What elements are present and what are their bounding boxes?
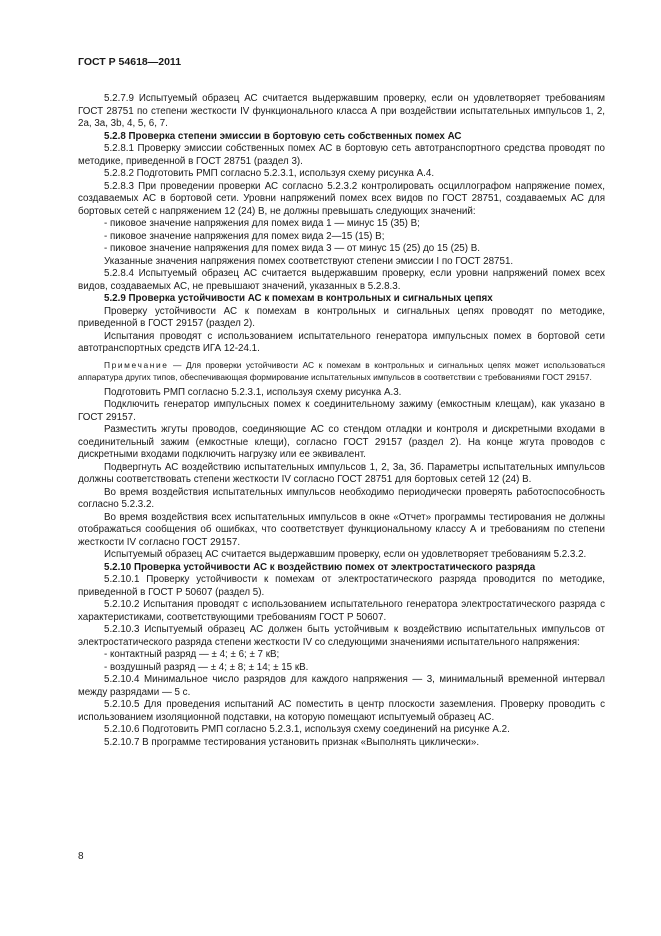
clause-5-2-8-3: 5.2.8.3 При проведении проверки АС согласно 5.2.3.2 контролировать осциллографом напряжение помех, создаваемых АС в бортовой сети. Уровни напряжений помех всех видов по ГОСТ 28751, создаваемых АС для бортовых сетей с напряжением 12 (24) В, не должны превышать следующих значений: bbox=[78, 180, 605, 217]
paragraph: Проверку устойчивости АС к помехам в контрольных и сигнальных цепях проводят по методике, приведенной в ГОСТ 29157 (раздел 2). bbox=[78, 305, 605, 329]
clause-5-2-10-7: 5.2.10.7 В программе тестирования установить признак «Выполнять циклически». bbox=[104, 736, 480, 748]
clause-5-2-10-4: 5.2.10.4 Минимальное число разрядов для каждого напряжения — 3, минимальный временной интервал между разрядами — 5 с. bbox=[78, 674, 605, 698]
list-item: - воздушный разряд — ± 4; ± 8; ± 14; ± 15 кВ. bbox=[104, 661, 309, 673]
page-body bbox=[78, 93, 605, 749]
section-heading-5-2-8: 5.2.8 Проверка степени эмиссии в бортовую сеть собственных помех АС bbox=[104, 130, 462, 142]
list-item: - пиковое значение напряжения для помех вида 3 — от минус 15 (25) до 15 (25) В. bbox=[104, 243, 480, 254]
clause-5-2-10-6: 5.2.10.6 Подготовить РМП согласно 5.2.3.1, используя схему соединений на рисунке А.2. bbox=[104, 724, 510, 735]
paragraph: Разместить жгуты проводов, соединяющие АС со стендом отладки и контроля и дискретными входами в соединительный зажим (емкостные клещи), согласно ГОСТ 29157 (раздел 2). На конце жгута проводов с дискретными входами подключить нагрузку или ее эквивалент. bbox=[78, 424, 605, 460]
document-header: ГОСТ Р 54618—2011 bbox=[78, 56, 182, 68]
note-block bbox=[78, 359, 605, 383]
section-heading-5-2-9: 5.2.9 Проверка устойчивости АС к помехам в контрольных и сигнальных цепях bbox=[104, 293, 493, 304]
list-item: - контактный разряд — ± 4; ± 6; ± 7 кВ; bbox=[104, 649, 280, 660]
paragraph: Подключить генератор импульсных помех к соединительному зажиму (емкостным клещам), как указано в ГОСТ 29157. bbox=[78, 399, 605, 423]
clause-5-2-7-9: 5.2.7.9 Испытуемый образец АС считается выдержавшим проверку, если он удовлетворяет требованиям ГОСТ 28751 по степени жесткости IV функционального класса А при воздействии испытательных импульсов 1, 2, 2а, 3а, 3b, 4, 5, 6, 7. bbox=[78, 93, 605, 129]
clause-5-2-8-1: 5.2.8.1 Проверку эмиссии собственных помех АС в бортовую сеть автотранспортного средства проводят по методике, приведенной в ГОСТ 28751 (раздел 3). bbox=[78, 143, 605, 167]
note-text: — Для проверки устойчивости АС к помехам в контрольных и сигнальных цепях может использоваться аппаратура других типов, обеспечивающая формирование испытательных импульсов в соответствии с требованиями ГОСТ 29157. bbox=[78, 359, 606, 382]
note-label: Примечание bbox=[104, 359, 169, 370]
clause-5-2-10-2: 5.2.10.2 Испытания проводят с использованием испытательного генератора электростатического разряда с характеристиками, соответствующими требованиям ГОСТ Р 50607. bbox=[78, 599, 605, 623]
emission-note-paragraph: Указанные значения напряжения помех соответствуют степени эмиссии I по ГОСТ 28751. bbox=[104, 255, 514, 267]
clause-5-2-10-1: 5.2.10.1 Проверку устойчивости к помехам от электростатического разряда проводится по методике, приведенной в ГОСТ Р 50607 (раздел 5). bbox=[78, 574, 605, 598]
section-heading-5-2-10: 5.2.10 Проверка устойчивости АС к воздействию помех от электростатического разряда bbox=[104, 561, 536, 573]
paragraph: Во время воздействия испытательных импульсов необходимо периодически проверять работоспособность согласно 5.2.3.2. bbox=[78, 486, 605, 510]
paragraph: Подвергнуть АС воздействию испытательных импульсов 1, 2, 3а, 3б. Параметры испытательных импульсов должны соответствовать степени жесткости IV согласно ГОСТ 28751 для бортовых сетей 12 (24) В. bbox=[78, 461, 605, 485]
paragraph: Во время воздействия всех испытательных импульсов в окне «Отчет» программы тестирования не должны отображаться сообщения об ошибках, что соответствует функциональному классу А и требованиям по степени жесткости IV согласно ГОСТ 29157. bbox=[78, 511, 605, 548]
clause-5-2-10-3: 5.2.10.3 Испытуемый образец АС должен быть устойчивым к воздействию испытательных импульсов от электростатического разряда степени жесткости IV со следующими значениями испытательного напряжения: bbox=[78, 624, 605, 648]
clause-5-2-8-4: 5.2.8.4 Испытуемый образец АС считается выдержавшим проверку, если уровни напряжений помех всех видов, создаваемых АС, не превышают значений, указанных в 5.2.8.3. bbox=[78, 268, 605, 292]
clause-5-2-8-2: 5.2.8.2 Подготовить РМП согласно 5.2.3.1, используя схему рисунка А.4. bbox=[104, 168, 435, 179]
list-item: - пиковое значение напряжения для помех вида 2—15 (15) В; bbox=[104, 230, 385, 242]
clause-5-2-10-5: 5.2.10.5 Для проведения испытаний АС поместить в центр плоскости заземления. Проверку проводить с использованием изоляционной подставки, на которую помещают испытуемый образец АС. bbox=[78, 699, 605, 723]
paragraph: Испытуемый образец АС считается выдержавшим проверку, если он удовлетворяет требованиям 5.2.3.2. bbox=[104, 549, 587, 560]
list-item: - пиковое значение напряжения для помех вида 1 — минус 15 (35) В; bbox=[104, 218, 420, 229]
paragraph: Испытания проводят с использованием испытательного генератора импульсных помех в бортовой сети автотранспортных средств ИГА 12-24.1. bbox=[78, 330, 605, 354]
page-number: 8 bbox=[78, 851, 84, 862]
paragraph: Подготовить РМП согласно 5.2.3.1, используя схему рисунка А.3. bbox=[104, 386, 402, 398]
